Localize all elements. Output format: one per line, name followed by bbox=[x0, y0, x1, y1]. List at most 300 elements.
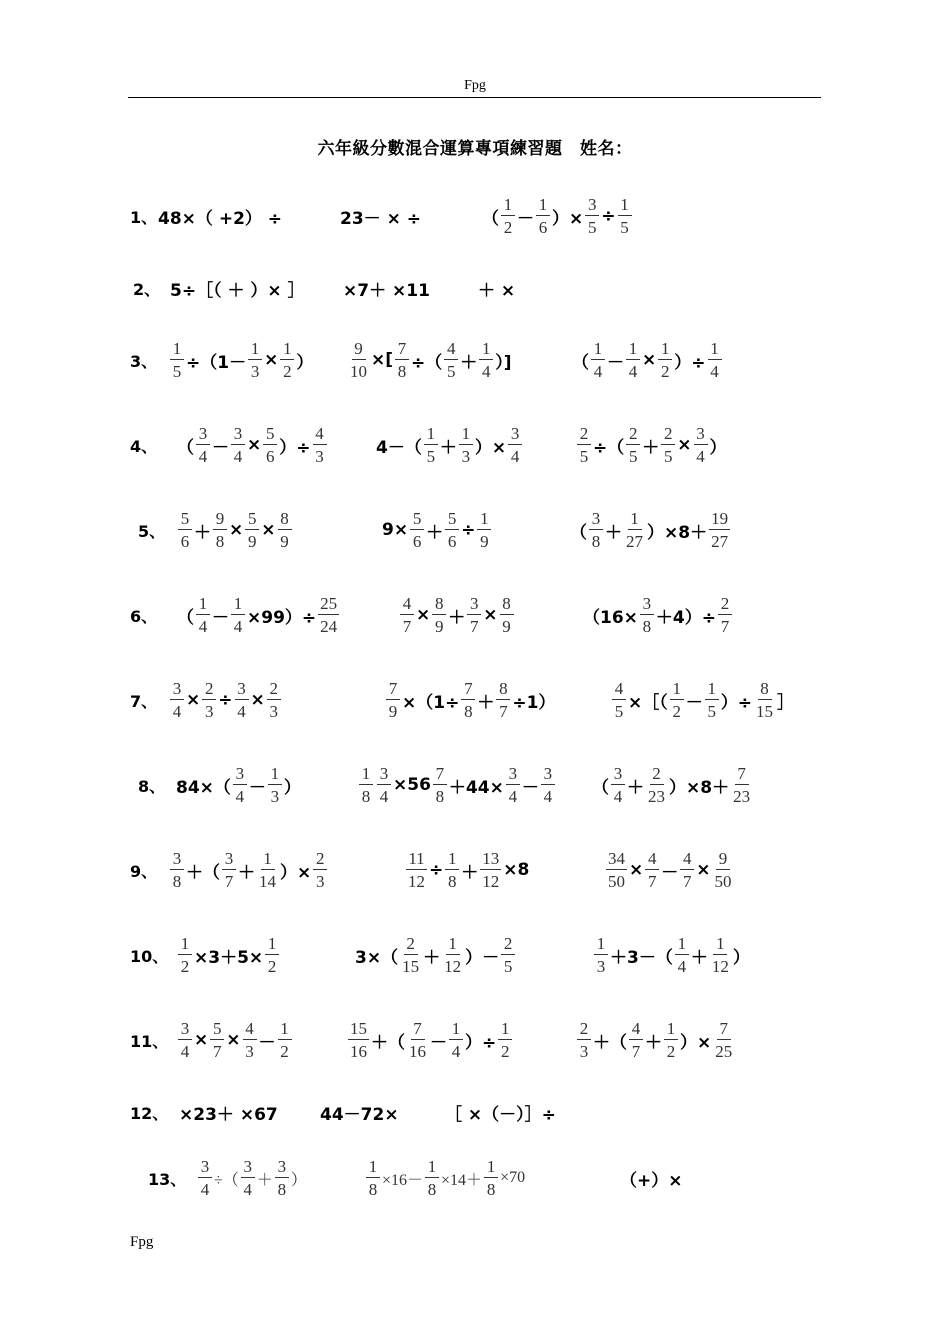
fraction bbox=[731, 765, 752, 805]
expression-6-3 bbox=[583, 585, 734, 645]
fraction bbox=[629, 1020, 643, 1060]
expression-text: ）÷ bbox=[279, 437, 311, 458]
expression-9-3 bbox=[604, 840, 736, 900]
fraction bbox=[178, 935, 192, 975]
denominator: 7 bbox=[683, 872, 692, 891]
expression-2-1 bbox=[170, 258, 305, 318]
numerator: 8 bbox=[496, 680, 510, 700]
denominator: 12 bbox=[482, 872, 500, 891]
expression-2-2 bbox=[343, 258, 430, 318]
numerator: 4 bbox=[313, 425, 327, 445]
numerator: 4 bbox=[629, 1020, 643, 1040]
expression-text: ÷（1－ bbox=[186, 352, 247, 373]
numerator: 7 bbox=[735, 765, 749, 785]
problem-number: 3、 bbox=[130, 351, 158, 371]
numerator: 8 bbox=[500, 595, 514, 615]
denominator: 2 bbox=[501, 1042, 510, 1061]
denominator: 8 bbox=[464, 702, 473, 721]
expression-10-3 bbox=[592, 925, 750, 985]
header-rule bbox=[128, 97, 821, 98]
fraction bbox=[467, 595, 481, 635]
fraction bbox=[196, 425, 210, 465]
fraction bbox=[210, 1020, 224, 1060]
numerator: 3 bbox=[541, 765, 555, 785]
numerator: 3 bbox=[170, 680, 184, 700]
denominator: 9 bbox=[280, 532, 289, 551]
expression-text: × bbox=[229, 520, 244, 540]
problem-number: 13、 bbox=[148, 1169, 187, 1189]
expression-text: ÷（ bbox=[593, 437, 625, 458]
expression-text: ×［（ bbox=[628, 692, 668, 713]
expression-text: ×23＋ ×67 bbox=[179, 1104, 278, 1125]
fraction bbox=[313, 425, 327, 465]
expression-13-1 bbox=[196, 1148, 307, 1208]
numerator: 1 bbox=[713, 935, 727, 955]
numerator: 5 bbox=[410, 510, 424, 530]
numerator: 1 bbox=[498, 1020, 512, 1040]
expression-text: × bbox=[261, 520, 276, 540]
expression-text: × bbox=[483, 605, 498, 625]
expression-text: ÷（ bbox=[411, 352, 443, 373]
numerator: 1 bbox=[626, 340, 640, 360]
numerator: 1 bbox=[708, 340, 722, 360]
denominator: 10 bbox=[350, 362, 367, 381]
expression-text: （+）× bbox=[620, 1170, 683, 1191]
denominator: 12 bbox=[444, 957, 462, 976]
numerator: 3 bbox=[377, 765, 391, 785]
denominator: 2 bbox=[666, 1042, 676, 1061]
expression-text: ×16－ bbox=[382, 1171, 424, 1189]
fraction bbox=[407, 1020, 428, 1060]
denominator: 2 bbox=[503, 218, 513, 237]
denominator: 4 bbox=[696, 447, 705, 466]
numerator: 4 bbox=[243, 1020, 257, 1040]
expression-9-1 bbox=[168, 840, 329, 900]
numerator: 1 bbox=[248, 340, 262, 360]
fraction bbox=[406, 850, 427, 890]
numerator: 3 bbox=[198, 1158, 212, 1178]
denominator: 15 bbox=[402, 957, 420, 976]
denominator: 4 bbox=[172, 702, 182, 721]
fraction bbox=[170, 680, 184, 720]
numerator: 7 bbox=[386, 680, 400, 700]
denominator: 50 bbox=[608, 872, 625, 891]
numerator: 3 bbox=[589, 510, 603, 530]
numerator: 1 bbox=[278, 1020, 292, 1040]
numerator: 1 bbox=[231, 595, 245, 615]
fraction bbox=[444, 340, 458, 380]
fraction bbox=[626, 340, 640, 380]
expression-4-2 bbox=[376, 415, 524, 475]
fraction bbox=[263, 425, 277, 465]
fraction bbox=[754, 680, 775, 720]
expression-text: 23－ × ÷ bbox=[340, 208, 421, 229]
numerator: 15 bbox=[350, 1019, 367, 1038]
expression-text: ÷ bbox=[601, 206, 616, 226]
denominator: 16 bbox=[409, 1042, 426, 1061]
numerator: 5 bbox=[210, 1020, 224, 1040]
numerator: 1 bbox=[658, 340, 672, 360]
denominator: 2 bbox=[661, 362, 670, 381]
numerator: 13 bbox=[482, 849, 500, 868]
expression-6-1 bbox=[177, 585, 341, 645]
denominator: 4 bbox=[198, 447, 208, 466]
denominator: 16 bbox=[350, 1042, 367, 1061]
expression-3-1 bbox=[168, 330, 313, 390]
expression-text: ＋3－（ bbox=[610, 947, 673, 968]
denominator: 5 bbox=[447, 362, 456, 381]
expression-12-2 bbox=[320, 1082, 399, 1142]
denominator: 6 bbox=[538, 218, 548, 237]
denominator: 8 bbox=[361, 787, 371, 806]
expression-text: ×（1÷ bbox=[402, 692, 460, 713]
fraction bbox=[267, 680, 281, 720]
denominator: 4 bbox=[677, 957, 687, 976]
fraction bbox=[577, 425, 591, 465]
expression-text: － bbox=[661, 862, 679, 883]
fraction bbox=[624, 510, 645, 550]
numerator: 3 bbox=[508, 425, 522, 445]
fraction bbox=[395, 340, 409, 380]
expression-3-2 bbox=[346, 330, 512, 390]
denominator: 12 bbox=[711, 957, 729, 976]
expression-text: ）－ bbox=[465, 947, 500, 968]
numerator: 8 bbox=[432, 595, 446, 615]
denominator: 6 bbox=[266, 447, 275, 466]
fraction bbox=[480, 850, 501, 890]
numerator: 2 bbox=[313, 850, 327, 870]
fraction bbox=[280, 340, 294, 380]
numerator: 3 bbox=[640, 595, 654, 615]
problem-row-7 bbox=[0, 670, 950, 730]
expression-11-1 bbox=[176, 1010, 294, 1070]
numerator: 1 bbox=[705, 680, 719, 700]
numerator: 4 bbox=[680, 850, 694, 870]
expression-text: ×[ bbox=[371, 350, 394, 370]
expression-text: × bbox=[642, 350, 657, 370]
expression-10-2 bbox=[355, 925, 517, 985]
expression-text: × bbox=[247, 435, 262, 455]
problem-number: 5、 bbox=[138, 521, 166, 541]
fraction bbox=[235, 680, 249, 720]
denominator: 5 bbox=[629, 447, 638, 466]
fraction bbox=[645, 850, 659, 890]
fraction bbox=[694, 425, 708, 465]
fraction bbox=[709, 510, 730, 550]
expression-text: 5÷［（ ＋ ）× ］ bbox=[170, 280, 305, 301]
problem-row-6 bbox=[0, 585, 950, 645]
fraction bbox=[178, 1020, 192, 1060]
numerator: 1 bbox=[425, 1158, 439, 1178]
numerator: 1 bbox=[501, 196, 515, 216]
numerator: 3 bbox=[611, 765, 625, 785]
fraction bbox=[377, 765, 391, 805]
numerator: 19 bbox=[711, 509, 729, 528]
expression-text: ＋ bbox=[645, 1032, 662, 1053]
numerator: 2 bbox=[626, 425, 640, 445]
numerator: 34 bbox=[608, 849, 625, 868]
fraction bbox=[484, 1158, 498, 1198]
expression-4-3 bbox=[575, 415, 727, 475]
expression-text: ）× bbox=[474, 437, 507, 458]
numerator: 5 bbox=[245, 510, 259, 530]
expression-text: 9× bbox=[382, 520, 409, 540]
fraction bbox=[611, 765, 625, 805]
numerator: 1 bbox=[261, 850, 275, 870]
expression-text: ×99）÷ bbox=[247, 607, 317, 628]
problem-number: 11、 bbox=[130, 1031, 169, 1051]
expression-8-1 bbox=[176, 755, 301, 815]
denominator: 7 bbox=[213, 1042, 222, 1061]
denominator: 23 bbox=[648, 787, 665, 806]
denominator: 2 bbox=[267, 957, 277, 976]
fraction bbox=[541, 765, 555, 805]
numerator: 3 bbox=[170, 850, 184, 870]
fraction bbox=[496, 680, 510, 720]
fraction bbox=[433, 765, 447, 805]
problem-number: 6、 bbox=[130, 606, 158, 626]
denominator: 4 bbox=[198, 617, 208, 636]
fraction bbox=[589, 510, 603, 550]
numerator: 7 bbox=[395, 340, 409, 360]
fraction bbox=[606, 850, 627, 890]
numerator: 3 bbox=[235, 680, 249, 700]
numerator: 7 bbox=[461, 680, 475, 700]
denominator: 9 bbox=[435, 617, 444, 636]
denominator: 4 bbox=[593, 362, 603, 381]
denominator: 4 bbox=[379, 787, 389, 806]
problem-row-4 bbox=[0, 415, 950, 475]
fraction bbox=[366, 1158, 380, 1198]
expression-text: ＋ bbox=[426, 522, 444, 543]
expression-text: ＋ × bbox=[478, 280, 516, 301]
expression-12-3 bbox=[445, 1082, 556, 1142]
expression-8-2 bbox=[357, 755, 557, 815]
denominator: 3 bbox=[315, 447, 324, 466]
fraction bbox=[318, 595, 339, 635]
numerator: 2 bbox=[718, 595, 732, 615]
expression-text: ＋4）÷ bbox=[655, 607, 716, 628]
expression-text: （ bbox=[177, 607, 194, 628]
fraction bbox=[348, 340, 369, 380]
fraction bbox=[268, 765, 282, 805]
page-header: Fpg bbox=[464, 78, 486, 93]
denominator: 3 bbox=[205, 702, 214, 721]
problem-row-12 bbox=[0, 1082, 950, 1142]
expression-text: （ bbox=[482, 208, 499, 229]
numerator: 1 bbox=[459, 425, 473, 445]
fraction bbox=[661, 425, 675, 465]
expression-text: － bbox=[430, 1032, 447, 1053]
fraction bbox=[410, 510, 424, 550]
expression-text: ＋ bbox=[605, 522, 622, 543]
expression-4-1 bbox=[177, 415, 329, 475]
fraction bbox=[178, 510, 192, 550]
expression-5-2 bbox=[382, 500, 493, 560]
expression-text: ＋ bbox=[448, 607, 466, 628]
expression-text: － bbox=[607, 352, 624, 373]
denominator: 4 bbox=[543, 787, 553, 806]
expression-text: ÷ bbox=[218, 690, 233, 710]
denominator: 5 bbox=[614, 702, 624, 721]
fraction bbox=[233, 765, 247, 805]
denominator: 5 bbox=[579, 447, 589, 466]
denominator: 4 bbox=[243, 1180, 253, 1199]
numerator: 3 bbox=[467, 595, 481, 615]
numerator: 2 bbox=[202, 680, 216, 700]
fraction bbox=[359, 765, 373, 805]
denominator: 4 bbox=[233, 447, 243, 466]
fraction bbox=[275, 1158, 289, 1198]
numerator: 4 bbox=[612, 680, 626, 700]
expression-text: － bbox=[248, 777, 266, 798]
fraction bbox=[445, 510, 459, 550]
denominator: 5 bbox=[664, 447, 673, 466]
denominator: 9 bbox=[248, 532, 257, 551]
denominator: 4 bbox=[235, 787, 245, 806]
expression-text: ＋ bbox=[439, 437, 457, 458]
denominator: 5 bbox=[707, 702, 716, 721]
numerator: 4 bbox=[444, 340, 458, 360]
denominator: 9 bbox=[388, 702, 398, 721]
numerator: 1 bbox=[536, 196, 550, 216]
numerator: 8 bbox=[278, 510, 292, 530]
fraction bbox=[498, 1020, 512, 1060]
fraction bbox=[612, 680, 626, 720]
denominator: 12 bbox=[408, 872, 425, 891]
denominator: 8 bbox=[591, 532, 601, 551]
numerator: 1 bbox=[618, 196, 632, 216]
denominator: 2 bbox=[280, 1042, 289, 1061]
denominator: 50 bbox=[714, 872, 732, 891]
problem-row-10 bbox=[0, 925, 950, 985]
fraction bbox=[500, 595, 514, 635]
numerator: 1 bbox=[591, 340, 605, 360]
expression-text: 84×（ bbox=[176, 777, 231, 798]
fraction bbox=[713, 850, 734, 890]
expression-text: （ bbox=[177, 437, 194, 458]
fraction bbox=[248, 340, 262, 380]
fraction bbox=[241, 1158, 255, 1198]
expression-text: 3×（ bbox=[355, 947, 399, 968]
expression-5-3 bbox=[570, 500, 732, 560]
denominator: 8 bbox=[486, 1180, 496, 1199]
expression-text: ＋ bbox=[256, 1171, 273, 1189]
expression-text: ＋ bbox=[423, 947, 441, 968]
denominator: 9 bbox=[480, 532, 489, 551]
numerator: 9 bbox=[352, 340, 366, 360]
problem-number: 1、 bbox=[130, 207, 158, 227]
fraction bbox=[198, 1158, 212, 1198]
fraction bbox=[618, 196, 632, 236]
numerator: 3 bbox=[231, 425, 245, 445]
expression-text: ＋ bbox=[642, 437, 660, 458]
denominator: 8 bbox=[427, 1180, 437, 1199]
denominator: 3 bbox=[245, 1042, 254, 1061]
expression-text: － bbox=[521, 777, 539, 798]
numerator: 1 bbox=[170, 340, 184, 360]
fraction bbox=[501, 196, 515, 236]
expression-text: （16× bbox=[583, 607, 638, 628]
denominator: 27 bbox=[711, 532, 729, 551]
expression-text: － bbox=[212, 607, 229, 628]
expression-text: ÷ bbox=[461, 520, 476, 540]
fraction bbox=[425, 1158, 439, 1198]
expression-8-3 bbox=[592, 755, 754, 815]
denominator: 4 bbox=[510, 447, 520, 466]
fraction bbox=[501, 935, 515, 975]
denominator: 7 bbox=[470, 617, 479, 636]
denominator: 8 bbox=[215, 532, 225, 551]
expression-text: ）÷ bbox=[674, 352, 706, 373]
fraction bbox=[710, 935, 731, 975]
expression-text: ＋44× bbox=[448, 777, 504, 798]
expression-text: ）÷ bbox=[720, 692, 752, 713]
expression-text: ＋ bbox=[690, 947, 708, 968]
expression-text: ］ bbox=[777, 692, 794, 713]
fraction bbox=[626, 425, 640, 465]
expression-text: ＋ bbox=[627, 777, 644, 798]
denominator: 3 bbox=[250, 362, 260, 381]
expression-11-2 bbox=[346, 1010, 514, 1070]
numerator: 1 bbox=[196, 595, 210, 615]
denominator: 8 bbox=[397, 362, 407, 381]
numerator: 1 bbox=[670, 680, 684, 700]
expression-text: ） bbox=[732, 947, 750, 968]
fraction bbox=[449, 1020, 463, 1060]
numerator: 1 bbox=[664, 1020, 678, 1040]
expression-text: ＋（ bbox=[593, 1032, 627, 1053]
expression-text: × bbox=[696, 860, 711, 880]
problem-row-2 bbox=[0, 258, 950, 318]
denominator: 4 bbox=[710, 362, 719, 381]
numerator: 1 bbox=[675, 935, 689, 955]
expression-text: ×8 bbox=[503, 860, 530, 880]
expression-text: ）×8＋ bbox=[647, 522, 708, 543]
numerator: 7 bbox=[717, 1020, 731, 1040]
expression-text: － bbox=[685, 692, 703, 713]
numerator: 9 bbox=[213, 510, 227, 530]
fraction bbox=[708, 340, 722, 380]
expression-text: ＋ bbox=[194, 522, 211, 543]
problem-number: 7、 bbox=[130, 691, 158, 711]
numerator: 1 bbox=[484, 1158, 498, 1178]
fraction bbox=[506, 765, 520, 805]
expression-text: × bbox=[250, 690, 265, 710]
fraction bbox=[445, 850, 459, 890]
denominator: 2 bbox=[283, 362, 292, 381]
denominator: 3 bbox=[269, 702, 278, 721]
problem-row-13 bbox=[0, 1148, 950, 1208]
expression-text: ） bbox=[709, 437, 727, 458]
numerator: 3 bbox=[233, 765, 247, 785]
expression-text: ＋ bbox=[461, 862, 479, 883]
fraction bbox=[213, 510, 227, 550]
expression-13-3 bbox=[620, 1148, 683, 1208]
numerator: 3 bbox=[275, 1158, 289, 1178]
problem-number: 10、 bbox=[130, 946, 169, 966]
expression-text: × bbox=[186, 690, 201, 710]
numerator: 1 bbox=[594, 935, 608, 955]
expression-text: ×70 bbox=[500, 1169, 526, 1186]
expression-text: × bbox=[416, 605, 431, 625]
numerator: 2 bbox=[650, 765, 664, 785]
expression-text: ＋ bbox=[477, 692, 495, 713]
problem-row-9 bbox=[0, 840, 950, 900]
denominator: 4 bbox=[482, 362, 491, 381]
numerator: 1 bbox=[446, 935, 460, 955]
expression-text: 44－72× bbox=[320, 1104, 399, 1125]
